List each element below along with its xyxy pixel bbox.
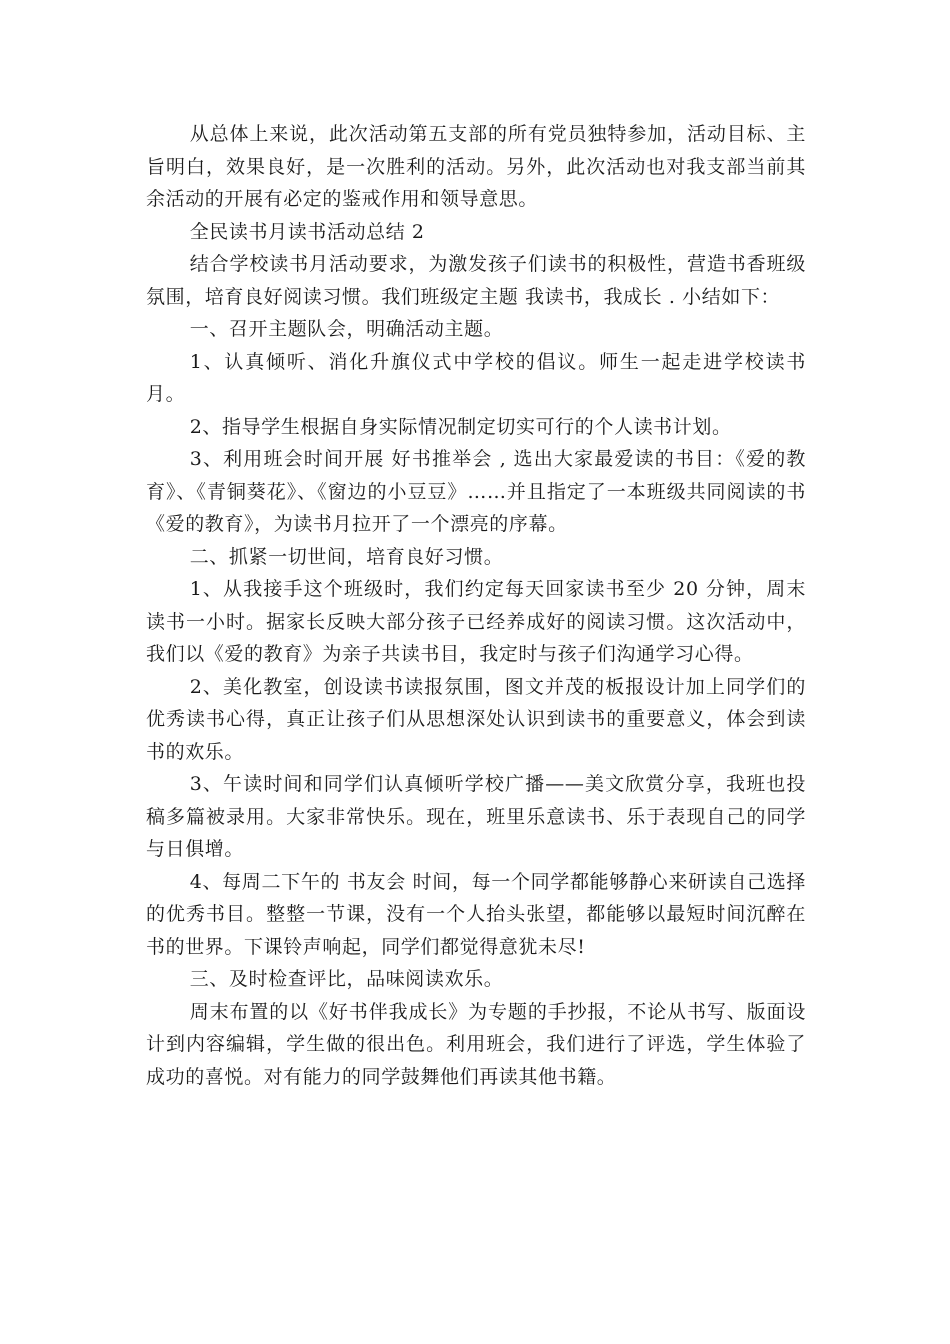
paragraph: 结合学校读书月活动要求，为激发孩子们读书的积极性，营造书香班级氛围，培育良好阅读习惯。我们班级定主题 我读书，我成长 . 小结如下： (146, 253, 806, 308)
paragraph: 1、从我接手这个班级时，我们约定每天回家读书至少 20 分钟，周末读书一小时。据家长反映大部分孩子已经养成好的阅读习惯。这次活动中，我们以《爱的教育》为亲子共读书目，我定时与孩子们沟通学习心得。 (146, 578, 806, 665)
paragraph: 4、每周二下午的 书友会 时间，每一个同学都能够静心来研读自己选择的优秀书目。整整一节课，没有一个人抬头张望，都能够以最短时间沉醉在书的世界。下课铃声响起，同学们都觉得意犹未尽! (146, 870, 806, 958)
section-heading: 一、召开主题队会，明确活动主题。 (189, 318, 504, 340)
paragraph: 2、美化教室，创设读书读报氛围，图文并茂的板报设计加上同学们的优秀读书心得，真正让孩子们从思想深处认识到读书的重要意义，体会到读书的欢乐。 (146, 675, 806, 763)
section-heading: 二、抓紧一切世间，培育良好习惯。 (189, 545, 504, 568)
paragraph: 周末布置的以《好书伴我成长》为专题的手抄报，不论从书写、版面设计到内容编辑，学生做的很出色。利用班会，我们进行了评选，学生体验了成功的喜悦。对有能力的同学鼓舞他们再读其他书籍。 (146, 1000, 806, 1088)
paragraph: 2、指导学生根据自身实际情况制定切实可行的个人读书计划。 (189, 415, 732, 438)
section-heading: 三、及时检查评比，品味阅读欢乐。 (189, 968, 504, 990)
paragraph: 从总体上来说，此次活动第五支部的所有党员独特参加，活动目标、主旨明白，效果良好，是一次胜利的活动。另外，此次活动也对我支部当前其余活动的开展有必定的鉴戒作用和领导意思。 (146, 123, 806, 210)
paragraph: 3、利用班会时间开展 好书推举会 , 选出大家最爱读的书目：《爱的教育》、《青铜葵花》、《窗边的小豆豆》……并且指定了一本班级共同阅读的书《爱的教育》，为读书月拉开了一个漂亮的序幕。 (146, 448, 806, 535)
section-title: 全民读书月读书活动总结 2 (189, 220, 425, 243)
document-body (146, 118, 806, 1093)
paragraph: 3、午读时间和同学们认真倾听学校广播——美文欣赏分享，我班也投稿多篇被录用。大家非常快乐。现在，班里乐意读书、乐于表现自己的同学与日俱增。 (146, 773, 806, 860)
paragraph: 1、认真倾听、消化升旗仪式中学校的倡议。师生一起走进学校读书月。 (146, 350, 806, 405)
